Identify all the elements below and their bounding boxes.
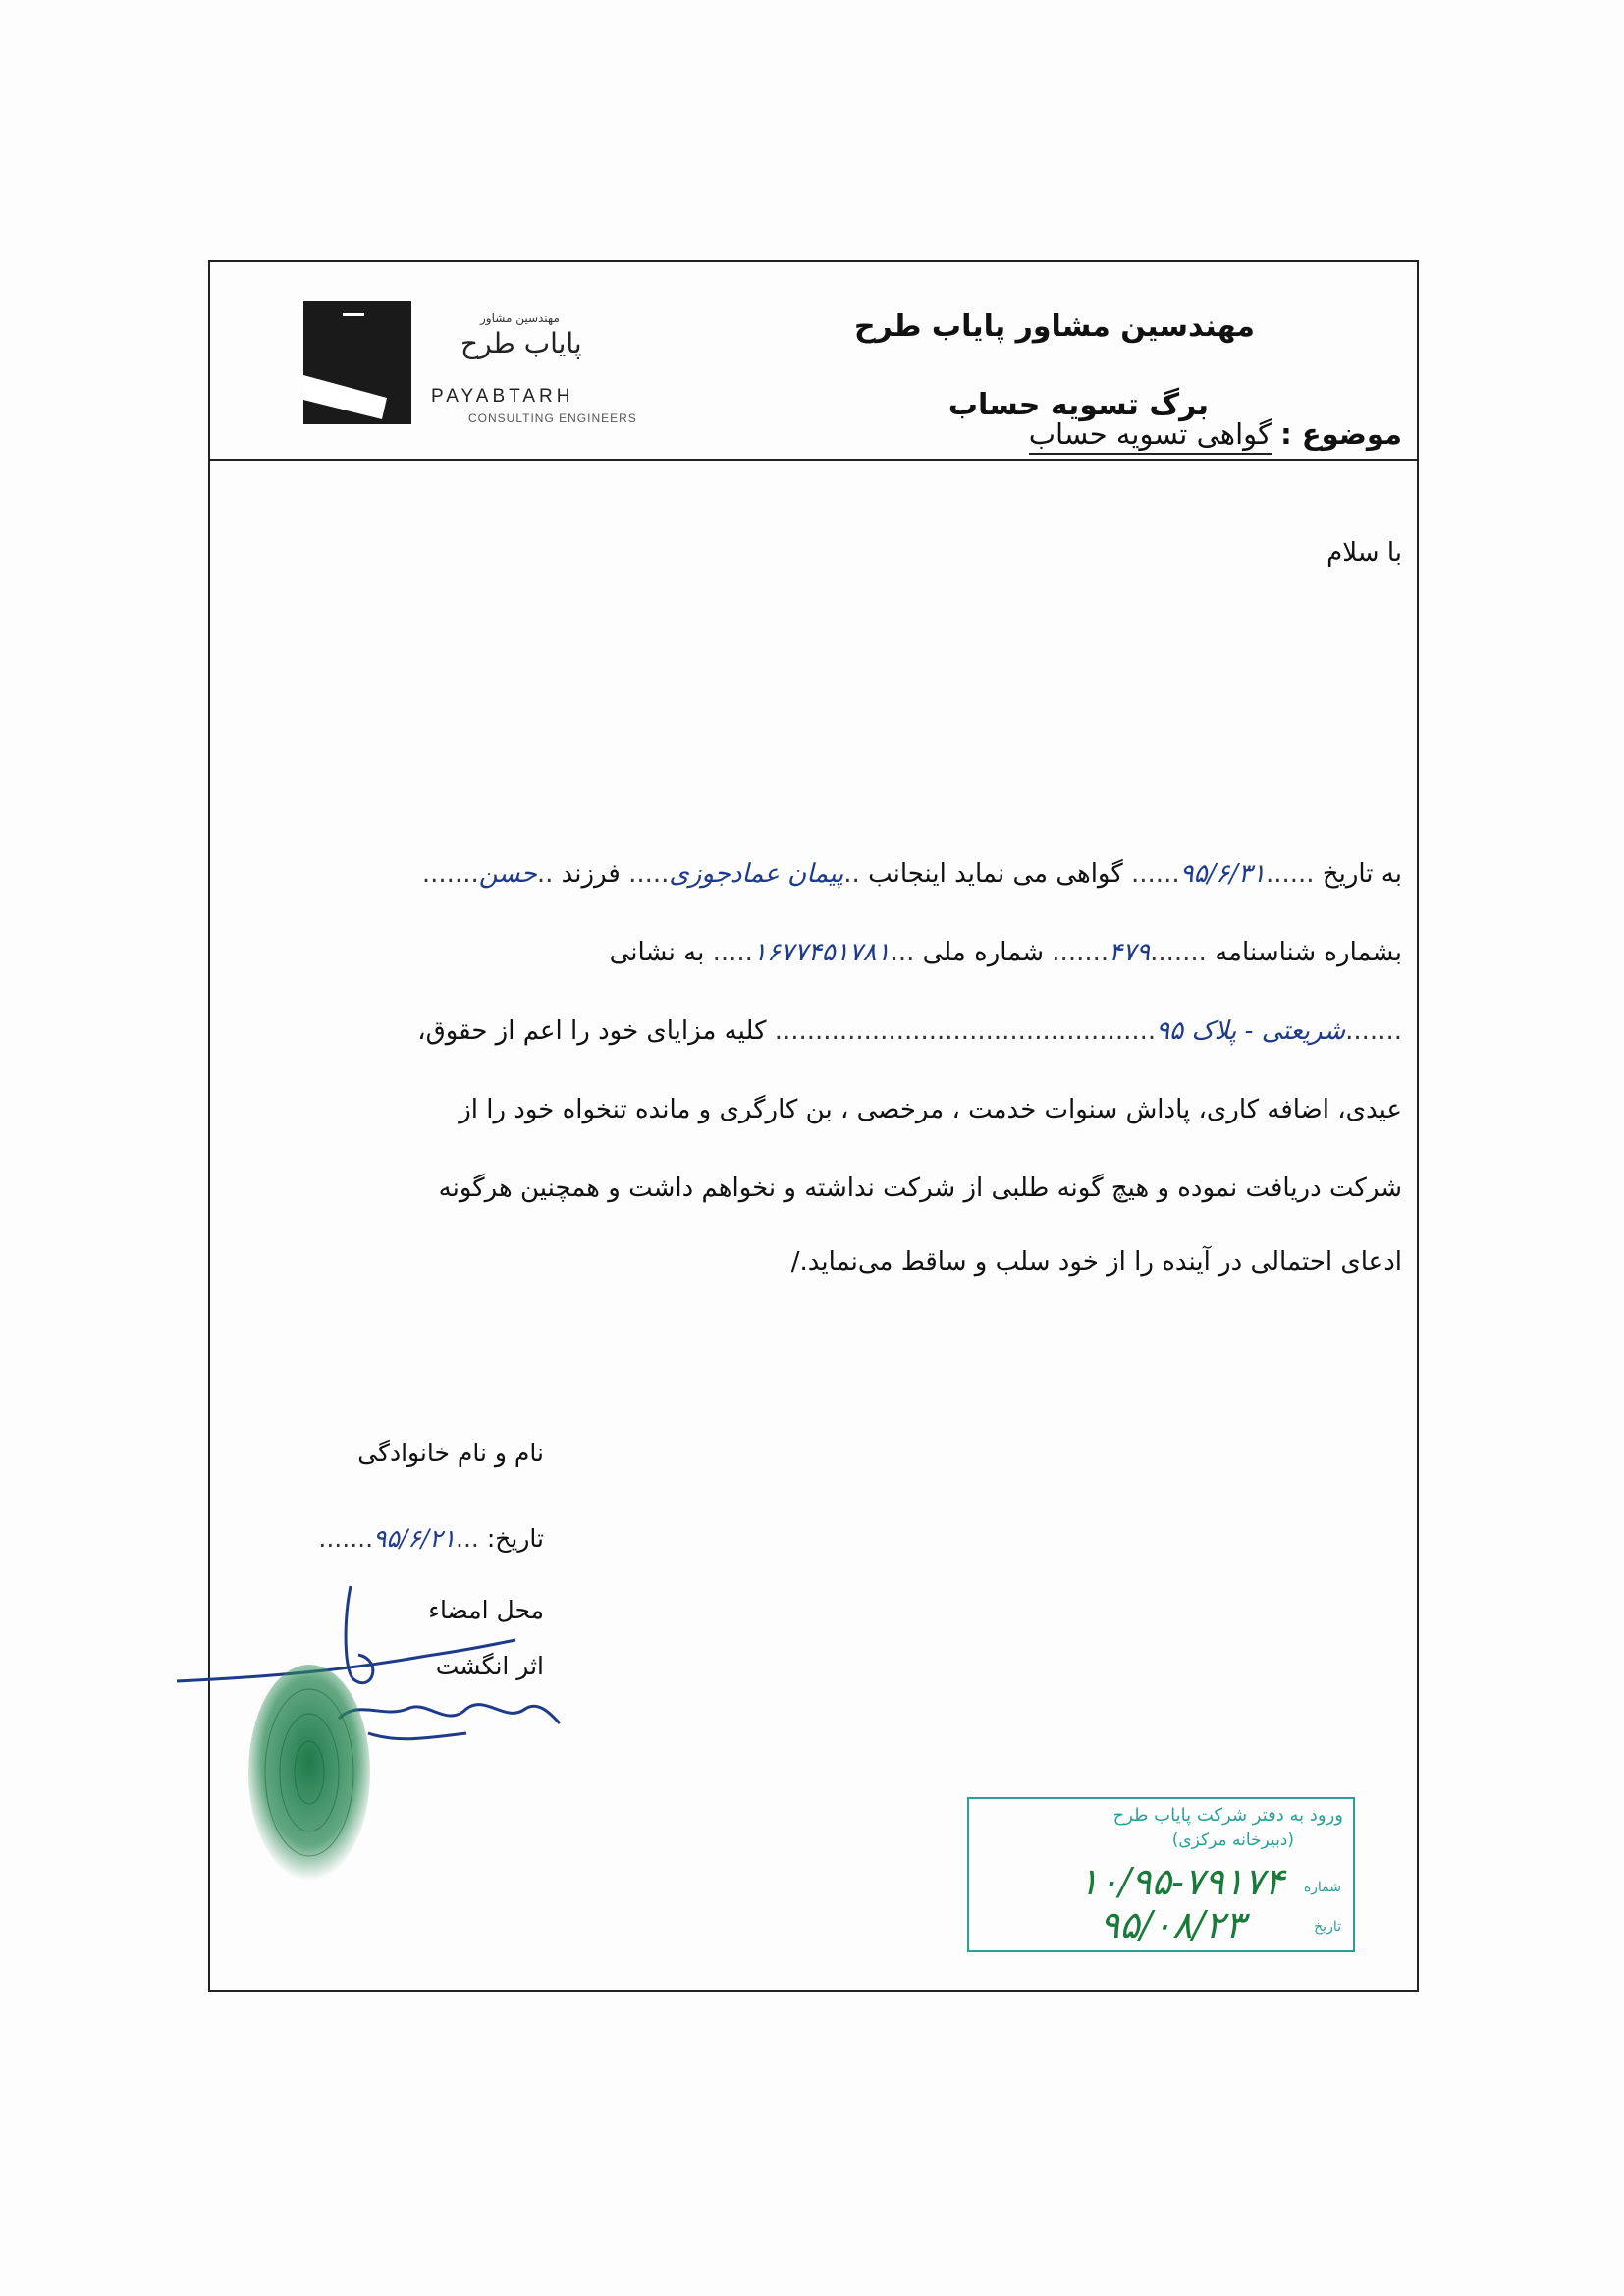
date-label: تاریخ:: [486, 1524, 544, 1553]
header-divider: [210, 459, 1417, 461]
body-text: فرزند: [561, 859, 621, 889]
address-handwritten: شریعتی - پلاک ۹۵: [1156, 1016, 1346, 1046]
body-text: به تاریخ: [1322, 859, 1402, 889]
subject-value: گواهی تسویه حساب: [1029, 417, 1272, 455]
body-line-4: عیدی، اضافه کاری، پاداش سنوات خدمت ، مرخصی ، بن کارگری و مانده تنخواه خود را از: [459, 1095, 1402, 1124]
handwritten-signature: [172, 1561, 584, 1758]
logo-fa-small: مهندسین مشاور: [480, 311, 560, 325]
stamp-line2: (دبیرخانه مرکزی): [1171, 1831, 1294, 1850]
body-text: شماره ملی: [922, 938, 1045, 967]
body-line-5: شرکت دریافت نموده و هیچ گونه طلبی از شرکت نداشته و نخواهم داشت و همچنین هرگونه: [438, 1174, 1402, 1203]
sign-date-handwritten: ۹۵/۶/۲۱: [373, 1524, 457, 1553]
father-handwritten: حسن: [478, 859, 537, 889]
fingerprint-icon: [241, 1660, 378, 1886]
greeting: با سلام: [1326, 538, 1402, 568]
sign-date: تاریخ: ...۹۵/۶/۲۱.......: [318, 1524, 544, 1553]
national-id-handwritten: ۱۶۷۷۴۵۱۷۸۱: [752, 938, 891, 967]
sign-place-label: محل امضاء: [428, 1596, 544, 1624]
body-text: بشماره شناسنامه: [1215, 938, 1402, 967]
company-name: مهندسین مشاور پایاب طرح: [853, 309, 1255, 344]
body-line-2: بشماره شناسنامه .......۴۷۹....... شماره ملی ...۱۶۷۷۴۵۱۷۸۱..... به نشانی: [609, 938, 1402, 967]
id-number-handwritten: ۴۷۹: [1109, 938, 1151, 967]
stamp-number-label: شماره: [1303, 1880, 1341, 1895]
stamp-line1: ورود به دفتر شرکت پایاب طرح: [1112, 1805, 1343, 1826]
receipt-stamp: [967, 1797, 1355, 1952]
body-text: به نشانی: [609, 938, 705, 967]
body-line-6: ادعای احتمالی در آینده را از خود سلب و ساقط می‌نماید./: [790, 1247, 1402, 1277]
logo-mark-icon: [303, 301, 411, 424]
subject-label: موضوع :: [1280, 417, 1402, 451]
form-title: برگ تسویه حساب: [947, 388, 1209, 422]
name-handwritten: پیمان عمادجوزی: [669, 859, 844, 889]
body-line-1: به تاریخ ......۹۵/۶/۳۱...... گواهی می نماید اینجانب ..پیمان عمادجوزی..... فرزند ..حسن.......: [421, 859, 1402, 889]
body-text: گواهی می نماید اینجانب: [868, 859, 1123, 889]
logo-en-sub: CONSULTING ENGINEERS: [468, 411, 637, 425]
stamp-date-label: تاریخ: [1314, 1919, 1341, 1935]
payabtarh-logo: [303, 301, 657, 429]
subject: [1029, 417, 1402, 451]
date-handwritten: ۹۵/۶/۳۱: [1179, 859, 1266, 889]
logo-en-name: PAYABTARH: [431, 386, 574, 407]
body-line-3: .......شریعتی - پلاک ۹۵............................................... کلیه مزایای خود را اعم از حقوق،: [417, 1016, 1402, 1046]
thumb-label: اثر انگشت: [435, 1652, 544, 1680]
logo-fa-name: پایاب طرح: [460, 327, 582, 359]
name-label: نام و نام خانوادگی: [357, 1439, 544, 1467]
body-text: کلیه مزایای خود را اعم از حقوق،: [417, 1016, 767, 1046]
stamp-number-handwritten: ۱۰/۹۵-۷۹۱۷۴: [1078, 1860, 1284, 1903]
stamp-date-handwritten: ۹۵/۰۸/۲۳: [1099, 1903, 1245, 1946]
